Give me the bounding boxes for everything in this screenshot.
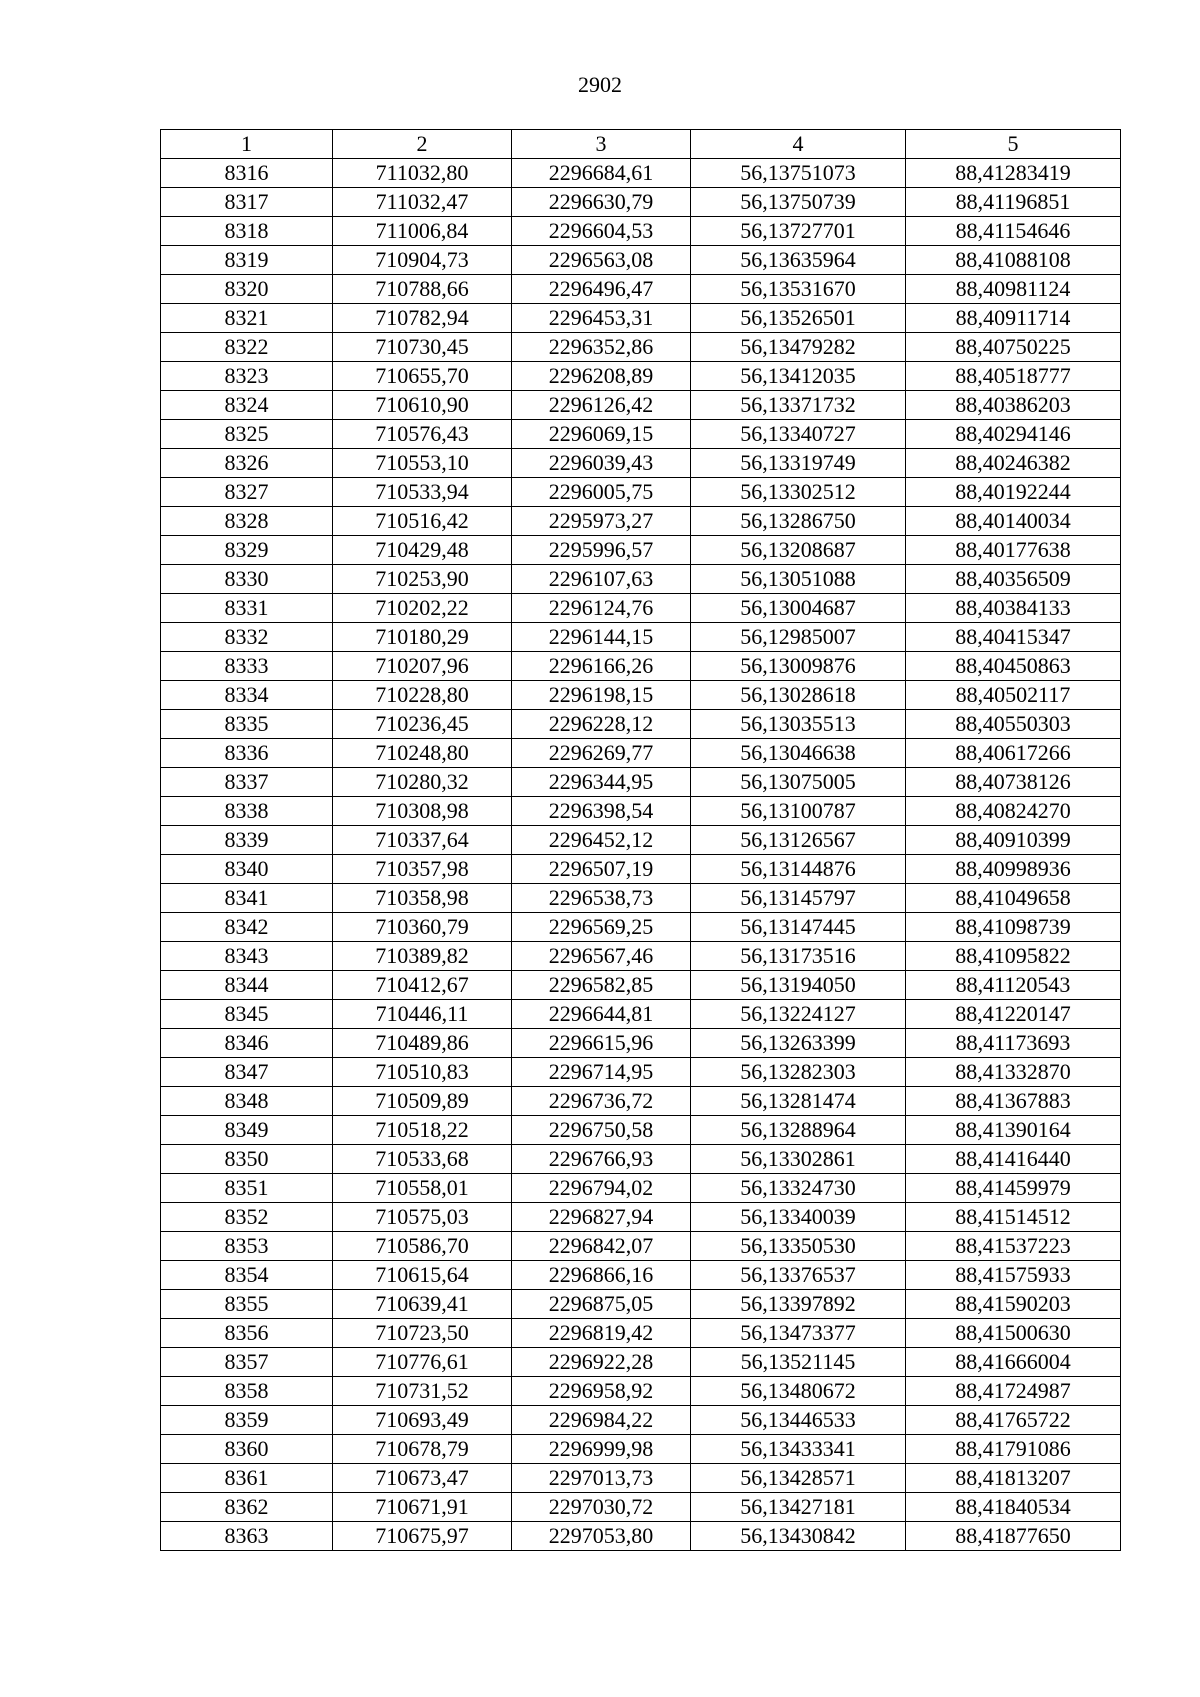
latitude-cell: 56,13126567	[691, 826, 906, 855]
latitude-cell: 56,13526501	[691, 304, 906, 333]
latitude-cell: 56,13302512	[691, 478, 906, 507]
y-coordinate-cell: 2296582,85	[512, 971, 691, 1000]
longitude-cell: 88,40518777	[906, 362, 1121, 391]
table-row	[161, 159, 1121, 188]
x-coordinate-cell: 710446,11	[333, 1000, 512, 1029]
x-coordinate-cell: 710360,79	[333, 913, 512, 942]
latitude-cell: 56,13051088	[691, 565, 906, 594]
point-number-cell: 8360	[161, 1435, 333, 1464]
point-number-cell: 8353	[161, 1232, 333, 1261]
y-coordinate-cell: 2296766,93	[512, 1145, 691, 1174]
latitude-cell: 56,13224127	[691, 1000, 906, 1029]
y-coordinate-cell: 2295973,27	[512, 507, 691, 536]
longitude-cell: 88,41416440	[906, 1145, 1121, 1174]
x-coordinate-cell: 710776,61	[333, 1348, 512, 1377]
y-coordinate-cell: 2296107,63	[512, 565, 691, 594]
x-coordinate-cell: 710510,83	[333, 1058, 512, 1087]
point-number-cell: 8339	[161, 826, 333, 855]
y-coordinate-cell: 2296750,58	[512, 1116, 691, 1145]
x-coordinate-cell: 710533,94	[333, 478, 512, 507]
y-coordinate-cell: 2296644,81	[512, 1000, 691, 1029]
latitude-cell: 56,13147445	[691, 913, 906, 942]
point-number-cell: 8323	[161, 362, 333, 391]
point-number-cell: 8317	[161, 188, 333, 217]
x-coordinate-cell: 710308,98	[333, 797, 512, 826]
y-coordinate-cell: 2296630,79	[512, 188, 691, 217]
table-row	[161, 1464, 1121, 1493]
table-row	[161, 1406, 1121, 1435]
x-coordinate-cell: 710509,89	[333, 1087, 512, 1116]
x-coordinate-cell: 710788,66	[333, 275, 512, 304]
table-row	[161, 1174, 1121, 1203]
longitude-cell: 88,41813207	[906, 1464, 1121, 1493]
latitude-cell: 56,13194050	[691, 971, 906, 1000]
longitude-cell: 88,41049658	[906, 884, 1121, 913]
latitude-cell: 56,13302861	[691, 1145, 906, 1174]
y-coordinate-cell: 2296684,61	[512, 159, 691, 188]
column-header-2: 2	[333, 130, 512, 159]
y-coordinate-cell: 2296875,05	[512, 1290, 691, 1319]
y-coordinate-cell: 2296496,47	[512, 275, 691, 304]
latitude-cell: 56,13371732	[691, 391, 906, 420]
table-row	[161, 1232, 1121, 1261]
latitude-cell: 56,13281474	[691, 1087, 906, 1116]
longitude-cell: 88,41514512	[906, 1203, 1121, 1232]
point-number-cell: 8355	[161, 1290, 333, 1319]
y-coordinate-cell: 2296269,77	[512, 739, 691, 768]
x-coordinate-cell: 710389,82	[333, 942, 512, 971]
y-coordinate-cell: 2296563,08	[512, 246, 691, 275]
table-row	[161, 333, 1121, 362]
x-coordinate-cell: 710489,86	[333, 1029, 512, 1058]
longitude-cell: 88,40384133	[906, 594, 1121, 623]
x-coordinate-cell: 710904,73	[333, 246, 512, 275]
x-coordinate-cell: 710248,80	[333, 739, 512, 768]
point-number-cell: 8342	[161, 913, 333, 942]
point-number-cell: 8346	[161, 1029, 333, 1058]
longitude-cell: 88,41791086	[906, 1435, 1121, 1464]
table-row	[161, 710, 1121, 739]
table-body	[161, 159, 1121, 1551]
table-row	[161, 478, 1121, 507]
point-number-cell: 8349	[161, 1116, 333, 1145]
point-number-cell: 8354	[161, 1261, 333, 1290]
longitude-cell: 88,41724987	[906, 1377, 1121, 1406]
latitude-cell: 56,13319749	[691, 449, 906, 478]
table-row	[161, 652, 1121, 681]
y-coordinate-cell: 2296352,86	[512, 333, 691, 362]
point-number-cell: 8356	[161, 1319, 333, 1348]
table-row	[161, 1435, 1121, 1464]
table-row	[161, 1116, 1121, 1145]
longitude-cell: 88,41765722	[906, 1406, 1121, 1435]
table-row	[161, 797, 1121, 826]
column-header-1: 1	[161, 130, 333, 159]
longitude-cell: 88,41666004	[906, 1348, 1121, 1377]
y-coordinate-cell: 2296819,42	[512, 1319, 691, 1348]
table-row	[161, 855, 1121, 884]
longitude-cell: 88,41590203	[906, 1290, 1121, 1319]
y-coordinate-cell: 2296984,22	[512, 1406, 691, 1435]
latitude-cell: 56,13473377	[691, 1319, 906, 1348]
longitude-cell: 88,40140034	[906, 507, 1121, 536]
table-row	[161, 623, 1121, 652]
latitude-cell: 56,13430842	[691, 1522, 906, 1551]
x-coordinate-cell: 711032,47	[333, 188, 512, 217]
latitude-cell: 56,13397892	[691, 1290, 906, 1319]
x-coordinate-cell: 710615,64	[333, 1261, 512, 1290]
longitude-cell: 88,41575933	[906, 1261, 1121, 1290]
y-coordinate-cell: 2296198,15	[512, 681, 691, 710]
latitude-cell: 56,13282303	[691, 1058, 906, 1087]
table-row	[161, 275, 1121, 304]
y-coordinate-cell: 2296144,15	[512, 623, 691, 652]
latitude-cell: 56,13208687	[691, 536, 906, 565]
point-number-cell: 8321	[161, 304, 333, 333]
y-coordinate-cell: 2296567,46	[512, 942, 691, 971]
y-coordinate-cell: 2296714,95	[512, 1058, 691, 1087]
y-coordinate-cell: 2296604,53	[512, 217, 691, 246]
table-row	[161, 536, 1121, 565]
table-row	[161, 884, 1121, 913]
latitude-cell: 56,13075005	[691, 768, 906, 797]
latitude-cell: 56,13433341	[691, 1435, 906, 1464]
latitude-cell: 56,13286750	[691, 507, 906, 536]
latitude-cell: 56,13340727	[691, 420, 906, 449]
y-coordinate-cell: 2296507,19	[512, 855, 691, 884]
longitude-cell: 88,40356509	[906, 565, 1121, 594]
x-coordinate-cell: 710610,90	[333, 391, 512, 420]
x-coordinate-cell: 710236,45	[333, 710, 512, 739]
x-coordinate-cell: 710558,01	[333, 1174, 512, 1203]
latitude-cell: 56,13727701	[691, 217, 906, 246]
latitude-cell: 56,13480672	[691, 1377, 906, 1406]
longitude-cell: 88,41098739	[906, 913, 1121, 942]
longitude-cell: 88,40617266	[906, 739, 1121, 768]
latitude-cell: 56,13340039	[691, 1203, 906, 1232]
y-coordinate-cell: 2296866,16	[512, 1261, 691, 1290]
point-number-cell: 8335	[161, 710, 333, 739]
table-row	[161, 188, 1121, 217]
longitude-cell: 88,40550303	[906, 710, 1121, 739]
longitude-cell: 88,40502117	[906, 681, 1121, 710]
table-row	[161, 681, 1121, 710]
point-number-cell: 8343	[161, 942, 333, 971]
y-coordinate-cell: 2295996,57	[512, 536, 691, 565]
x-coordinate-cell: 710253,90	[333, 565, 512, 594]
point-number-cell: 8320	[161, 275, 333, 304]
longitude-cell: 88,40981124	[906, 275, 1121, 304]
y-coordinate-cell: 2296126,42	[512, 391, 691, 420]
page-number: 2902	[578, 72, 622, 97]
longitude-cell: 88,41173693	[906, 1029, 1121, 1058]
table-row	[161, 246, 1121, 275]
table-header	[161, 130, 1121, 159]
longitude-cell: 88,40824270	[906, 797, 1121, 826]
longitude-cell: 88,40294146	[906, 420, 1121, 449]
column-header-5: 5	[906, 130, 1121, 159]
longitude-cell: 88,40738126	[906, 768, 1121, 797]
point-number-cell: 8359	[161, 1406, 333, 1435]
point-number-cell: 8350	[161, 1145, 333, 1174]
y-coordinate-cell: 2296736,72	[512, 1087, 691, 1116]
point-number-cell: 8361	[161, 1464, 333, 1493]
y-coordinate-cell: 2296827,94	[512, 1203, 691, 1232]
y-coordinate-cell: 2296228,12	[512, 710, 691, 739]
y-coordinate-cell: 2297030,72	[512, 1493, 691, 1522]
x-coordinate-cell: 710429,48	[333, 536, 512, 565]
longitude-cell: 88,40910399	[906, 826, 1121, 855]
table-row	[161, 1029, 1121, 1058]
x-coordinate-cell: 710673,47	[333, 1464, 512, 1493]
x-coordinate-cell: 710202,22	[333, 594, 512, 623]
column-header-3: 3	[512, 130, 691, 159]
longitude-cell: 88,40386203	[906, 391, 1121, 420]
table-row	[161, 391, 1121, 420]
x-coordinate-cell: 710575,03	[333, 1203, 512, 1232]
longitude-cell: 88,41537223	[906, 1232, 1121, 1261]
table-row	[161, 826, 1121, 855]
longitude-cell: 88,40450863	[906, 652, 1121, 681]
latitude-cell: 56,12985007	[691, 623, 906, 652]
latitude-cell: 56,13531670	[691, 275, 906, 304]
y-coordinate-cell: 2296453,31	[512, 304, 691, 333]
x-coordinate-cell: 710576,43	[333, 420, 512, 449]
longitude-cell: 88,41154646	[906, 217, 1121, 246]
y-coordinate-cell: 2296615,96	[512, 1029, 691, 1058]
latitude-cell: 56,13446533	[691, 1406, 906, 1435]
table-row	[161, 420, 1121, 449]
table-row	[161, 1290, 1121, 1319]
point-number-cell: 8319	[161, 246, 333, 275]
y-coordinate-cell: 2296842,07	[512, 1232, 691, 1261]
point-number-cell: 8337	[161, 768, 333, 797]
longitude-cell: 88,41332870	[906, 1058, 1121, 1087]
header-row	[161, 130, 1121, 159]
latitude-cell: 56,13412035	[691, 362, 906, 391]
point-number-cell: 8322	[161, 333, 333, 362]
point-number-cell: 8341	[161, 884, 333, 913]
x-coordinate-cell: 710730,45	[333, 333, 512, 362]
latitude-cell: 56,13173516	[691, 942, 906, 971]
longitude-cell: 88,41120543	[906, 971, 1121, 1000]
x-coordinate-cell: 710678,79	[333, 1435, 512, 1464]
latitude-cell: 56,13428571	[691, 1464, 906, 1493]
table-row	[161, 1203, 1121, 1232]
longitude-cell: 88,41196851	[906, 188, 1121, 217]
y-coordinate-cell: 2296794,02	[512, 1174, 691, 1203]
longitude-cell: 88,41459979	[906, 1174, 1121, 1203]
x-coordinate-cell: 710337,64	[333, 826, 512, 855]
longitude-cell: 88,40911714	[906, 304, 1121, 333]
x-coordinate-cell: 710553,10	[333, 449, 512, 478]
point-number-cell: 8340	[161, 855, 333, 884]
x-coordinate-cell: 710782,94	[333, 304, 512, 333]
table-row	[161, 1261, 1121, 1290]
latitude-cell: 56,13750739	[691, 188, 906, 217]
point-number-cell: 8331	[161, 594, 333, 623]
latitude-cell: 56,13145797	[691, 884, 906, 913]
y-coordinate-cell: 2296922,28	[512, 1348, 691, 1377]
point-number-cell: 8347	[161, 1058, 333, 1087]
longitude-cell: 88,41877650	[906, 1522, 1121, 1551]
longitude-cell: 88,41283419	[906, 159, 1121, 188]
point-number-cell: 8352	[161, 1203, 333, 1232]
x-coordinate-cell: 710358,98	[333, 884, 512, 913]
x-coordinate-cell: 710639,41	[333, 1290, 512, 1319]
y-coordinate-cell: 2297013,73	[512, 1464, 691, 1493]
x-coordinate-cell: 710533,68	[333, 1145, 512, 1174]
latitude-cell: 56,13376537	[691, 1261, 906, 1290]
y-coordinate-cell: 2296069,15	[512, 420, 691, 449]
longitude-cell: 88,41367883	[906, 1087, 1121, 1116]
x-coordinate-cell: 710655,70	[333, 362, 512, 391]
column-header-4: 4	[691, 130, 906, 159]
latitude-cell: 56,13288964	[691, 1116, 906, 1145]
table-row	[161, 1319, 1121, 1348]
x-coordinate-cell: 710731,52	[333, 1377, 512, 1406]
table-row	[161, 1348, 1121, 1377]
x-coordinate-cell: 710207,96	[333, 652, 512, 681]
x-coordinate-cell: 711006,84	[333, 217, 512, 246]
longitude-cell: 88,40192244	[906, 478, 1121, 507]
table-row	[161, 507, 1121, 536]
table-row	[161, 362, 1121, 391]
latitude-cell: 56,13324730	[691, 1174, 906, 1203]
longitude-cell: 88,40415347	[906, 623, 1121, 652]
y-coordinate-cell: 2296039,43	[512, 449, 691, 478]
point-number-cell: 8344	[161, 971, 333, 1000]
y-coordinate-cell: 2296958,92	[512, 1377, 691, 1406]
longitude-cell: 88,41390164	[906, 1116, 1121, 1145]
x-coordinate-cell: 710180,29	[333, 623, 512, 652]
longitude-cell: 88,40246382	[906, 449, 1121, 478]
table-row	[161, 1087, 1121, 1116]
longitude-cell: 88,40750225	[906, 333, 1121, 362]
point-number-cell: 8363	[161, 1522, 333, 1551]
y-coordinate-cell: 2296208,89	[512, 362, 691, 391]
y-coordinate-cell: 2296344,95	[512, 768, 691, 797]
table-row	[161, 1000, 1121, 1029]
point-number-cell: 8348	[161, 1087, 333, 1116]
longitude-cell: 88,41220147	[906, 1000, 1121, 1029]
point-number-cell: 8324	[161, 391, 333, 420]
point-number-cell: 8338	[161, 797, 333, 826]
point-number-cell: 8328	[161, 507, 333, 536]
x-coordinate-cell: 710516,42	[333, 507, 512, 536]
point-number-cell: 8357	[161, 1348, 333, 1377]
y-coordinate-cell: 2296398,54	[512, 797, 691, 826]
point-number-cell: 8351	[161, 1174, 333, 1203]
table-row	[161, 304, 1121, 333]
point-number-cell: 8336	[161, 739, 333, 768]
point-number-cell: 8327	[161, 478, 333, 507]
table-row	[161, 449, 1121, 478]
x-coordinate-cell: 710412,67	[333, 971, 512, 1000]
point-number-cell: 8345	[161, 1000, 333, 1029]
point-number-cell: 8333	[161, 652, 333, 681]
table-row	[161, 739, 1121, 768]
point-number-cell: 8334	[161, 681, 333, 710]
y-coordinate-cell: 2296538,73	[512, 884, 691, 913]
latitude-cell: 56,13035513	[691, 710, 906, 739]
coordinates-table	[160, 129, 1121, 1551]
longitude-cell: 88,41840534	[906, 1493, 1121, 1522]
point-number-cell: 8329	[161, 536, 333, 565]
latitude-cell: 56,13350530	[691, 1232, 906, 1261]
point-number-cell: 8330	[161, 565, 333, 594]
point-number-cell: 8326	[161, 449, 333, 478]
table-row	[161, 913, 1121, 942]
x-coordinate-cell: 710723,50	[333, 1319, 512, 1348]
x-coordinate-cell: 710671,91	[333, 1493, 512, 1522]
x-coordinate-cell: 710693,49	[333, 1406, 512, 1435]
y-coordinate-cell: 2296569,25	[512, 913, 691, 942]
point-number-cell: 8358	[161, 1377, 333, 1406]
latitude-cell: 56,13751073	[691, 159, 906, 188]
y-coordinate-cell: 2296452,12	[512, 826, 691, 855]
y-coordinate-cell: 2297053,80	[512, 1522, 691, 1551]
point-number-cell: 8332	[161, 623, 333, 652]
x-coordinate-cell: 710586,70	[333, 1232, 512, 1261]
x-coordinate-cell: 710280,32	[333, 768, 512, 797]
table-row	[161, 942, 1121, 971]
x-coordinate-cell: 710357,98	[333, 855, 512, 884]
point-number-cell: 8318	[161, 217, 333, 246]
latitude-cell: 56,13009876	[691, 652, 906, 681]
latitude-cell: 56,13479282	[691, 333, 906, 362]
latitude-cell: 56,13046638	[691, 739, 906, 768]
x-coordinate-cell: 710228,80	[333, 681, 512, 710]
longitude-cell: 88,41500630	[906, 1319, 1121, 1348]
table-row	[161, 768, 1121, 797]
table-row	[161, 565, 1121, 594]
longitude-cell: 88,41088108	[906, 246, 1121, 275]
longitude-cell: 88,40177638	[906, 536, 1121, 565]
x-coordinate-cell: 710518,22	[333, 1116, 512, 1145]
latitude-cell: 56,13100787	[691, 797, 906, 826]
longitude-cell: 88,40998936	[906, 855, 1121, 884]
y-coordinate-cell: 2296005,75	[512, 478, 691, 507]
table-row	[161, 1493, 1121, 1522]
x-coordinate-cell: 711032,80	[333, 159, 512, 188]
longitude-cell: 88,41095822	[906, 942, 1121, 971]
table-row	[161, 1377, 1121, 1406]
y-coordinate-cell: 2296166,26	[512, 652, 691, 681]
table-row	[161, 1522, 1121, 1551]
table-row	[161, 971, 1121, 1000]
latitude-cell: 56,13427181	[691, 1493, 906, 1522]
latitude-cell: 56,13004687	[691, 594, 906, 623]
y-coordinate-cell: 2296999,98	[512, 1435, 691, 1464]
latitude-cell: 56,13028618	[691, 681, 906, 710]
point-number-cell: 8325	[161, 420, 333, 449]
table-row	[161, 217, 1121, 246]
table-row	[161, 594, 1121, 623]
table-row	[161, 1145, 1121, 1174]
latitude-cell: 56,13144876	[691, 855, 906, 884]
latitude-cell: 56,13521145	[691, 1348, 906, 1377]
table-row	[161, 1058, 1121, 1087]
latitude-cell: 56,13635964	[691, 246, 906, 275]
y-coordinate-cell: 2296124,76	[512, 594, 691, 623]
point-number-cell: 8362	[161, 1493, 333, 1522]
point-number-cell: 8316	[161, 159, 333, 188]
latitude-cell: 56,13263399	[691, 1029, 906, 1058]
x-coordinate-cell: 710675,97	[333, 1522, 512, 1551]
